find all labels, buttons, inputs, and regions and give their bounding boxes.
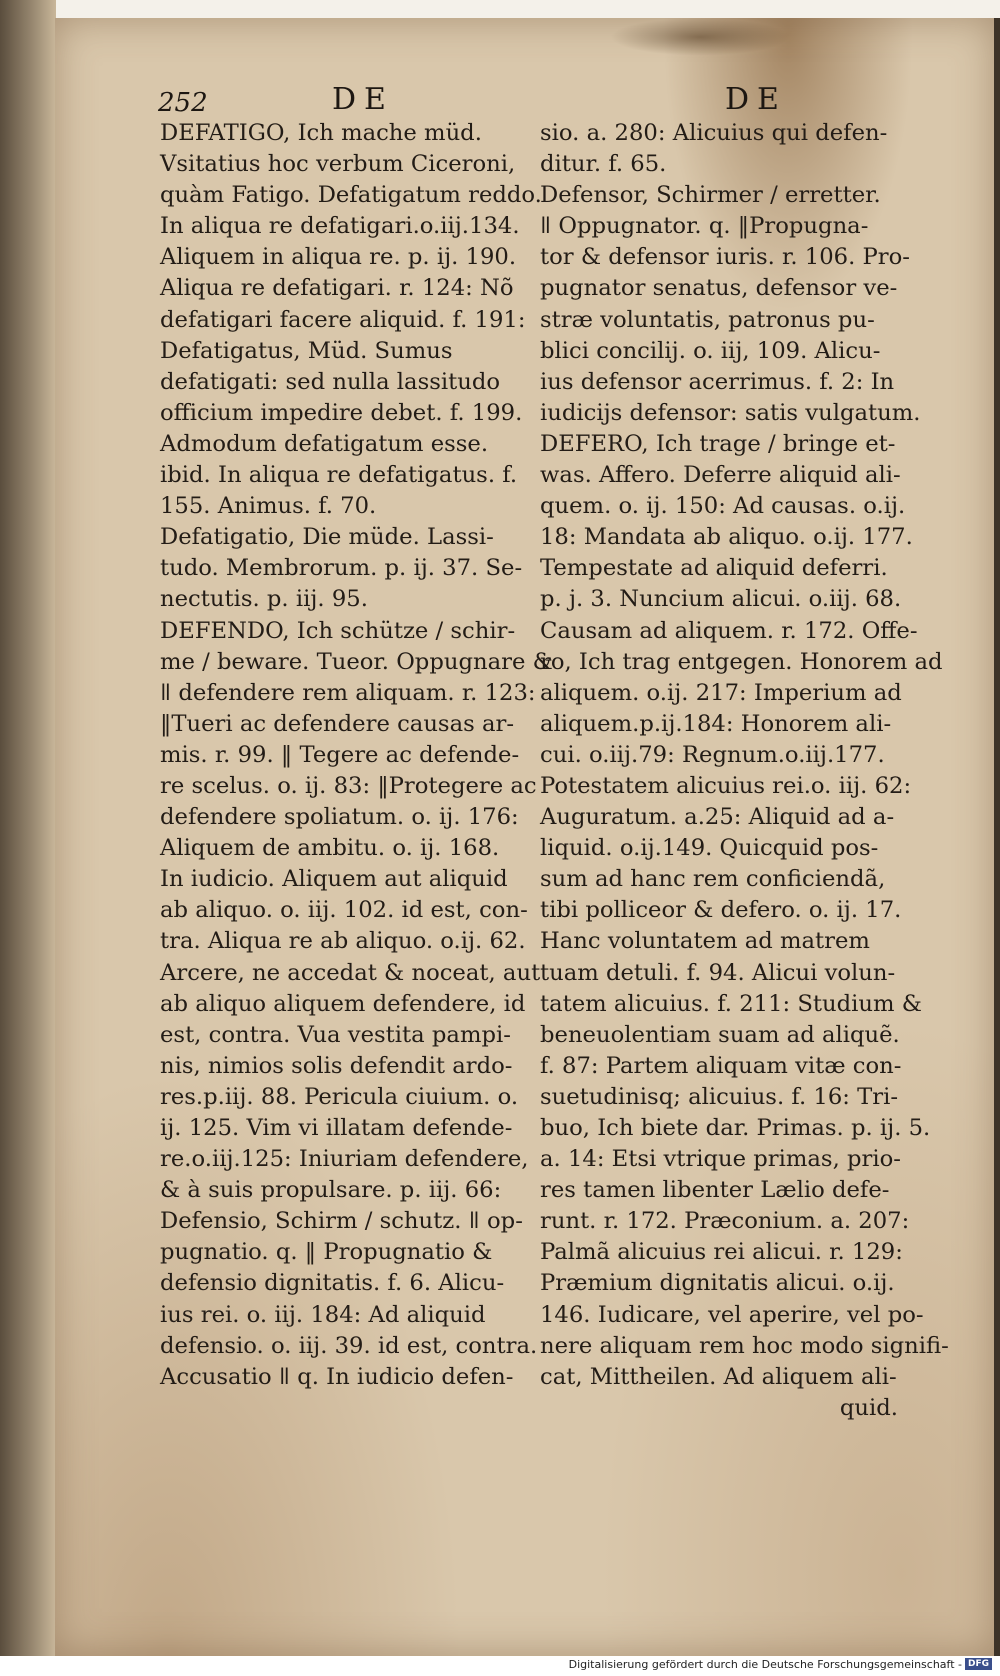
text-line: ab aliquo. o. iij. 102. id est, con- (160, 897, 528, 924)
text-line: Potestatem alicuius rei.o. iij. 62: (540, 772, 912, 799)
text-line: Hanc voluntatem ad matrem (540, 928, 870, 955)
text-line: quem. o. ij. 150: Ad causas. o.ij. (540, 493, 906, 520)
text-line: defensio. o. iij. 39. id est, contra. (160, 1332, 538, 1359)
running-head-right: DE (725, 82, 787, 117)
text-line: DEFATIGO, Ich mache müd. (160, 120, 482, 146)
text-line: was. Affero. Deferre aliquid ali- (540, 462, 901, 489)
text-line: est, contra. Vua vestita pampi- (160, 1021, 511, 1048)
text-line: sum ad hanc rem conficiendã, (540, 866, 886, 893)
text-line: nectutis. p. iij. 95. (160, 586, 368, 613)
text-line: ǁ defendere rem aliquam. r. 123: (160, 679, 536, 706)
text-line: tra. Aliqua re ab aliquo. o.ij. 62. (160, 928, 526, 955)
text-line: runt. r. 172. Præconium. a. 207: (540, 1208, 910, 1235)
page-edge (994, 18, 1000, 1658)
text-line: Causam ad aliquem. r. 172. Offe- (540, 617, 918, 644)
text-line: re.o.iij.125: Iniuriam defendere, (160, 1146, 529, 1173)
text-line: ditur. f. 65. (540, 151, 667, 178)
page-stain (610, 18, 790, 56)
text-line: In iudicio. Aliquem aut aliquid (160, 866, 508, 893)
text-line: sio. a. 280: Alicuius qui defen- (540, 120, 888, 146)
text-line: buo, Ich biete dar. Primas. p. ij. 5. (540, 1115, 931, 1141)
text-line: ibid. In aliqua re defatigatus. f. (160, 462, 518, 489)
text-line: mis. r. 99. ‖ Tegere ac defende- (160, 741, 520, 768)
text-line: res.p.iij. 88. Pericula ciuium. o. (160, 1083, 519, 1110)
text-line: pugnator senatus, defensor ve- (540, 275, 898, 302)
text-line: ro, Ich trag entgegen. Honorem ad (540, 648, 943, 675)
text-line: ius defensor acerrimus. f. 2: In (540, 368, 895, 395)
text-line: tuam detuli. f. 94. Alicui volun- (540, 959, 896, 986)
dfg-logo: DFG (965, 1658, 992, 1670)
digitization-credit: Digitalisierung gefördert durch die Deutsche Forschungsgemeinschaft - (568, 1658, 962, 1671)
text-line: ij. 125. Vim vi illatam defende- (160, 1115, 513, 1141)
text-line: a. 14: Etsi vtrique primas, prio- (540, 1146, 901, 1173)
text-line: quàm Fatigo. Defatigatum reddo. (160, 182, 542, 209)
text-line: me / beware. Tueor. Oppugnare & (160, 648, 553, 675)
text-line: pugnatio. q. ‖ Propugnatio & (160, 1239, 493, 1266)
text-line: Aliquem in aliqua re. p. ij. 190. (160, 244, 517, 271)
text-line: aliquem.p.ij.184: Honorem ali- (540, 710, 892, 737)
text-line: 155. Animus. f. 70. (160, 493, 377, 520)
text-line: Defatigatus, Müd. Sumus (160, 337, 453, 364)
text-line: tudo. Membrorum. p. ij. 37. Se- (160, 555, 523, 582)
text-line: In aliqua re defatigari.o.iij.134. (160, 213, 520, 240)
text-line: Admodum defatigatum esse. (160, 430, 489, 457)
text-line: 18: Mandata ab aliquo. o.ij. 177. (540, 524, 913, 551)
text-line: nis, nimios solis defendit ardo- (160, 1052, 513, 1079)
text-line: 146. Iudicare, vel aperire, vel po- (540, 1301, 924, 1328)
text-line: ǁ Oppugnator. q. ‖Propugna- (540, 213, 869, 240)
text-line: tibi polliceor & defero. o. ij. 17. (540, 897, 902, 924)
text-line: ab aliquo aliquem defendere, id (160, 990, 526, 1017)
text-line: Auguratum. a.25: Aliquid ad a- (540, 804, 895, 831)
text-line: officium impedire debet. f. 199. (160, 399, 523, 426)
book-gutter-shadow (0, 0, 56, 1660)
text-line: re scelus. o. ij. 83: ‖Protegere ac (160, 772, 537, 799)
text-line: cat, Mittheilen. Ad aliquem ali- (540, 1363, 897, 1390)
text-line: Aliqua re defatigari. r. 124: Nõ (160, 275, 514, 302)
text-line: Vsitatius hoc verbum Ciceroni, (160, 151, 516, 178)
text-line: iudicijs defensor: satis vulgatum. (540, 399, 921, 426)
text-line: suetudinisq; alicuius. f. 16: Tri- (540, 1083, 899, 1110)
text-line: liquid. o.ij.149. Quicquid pos- (540, 835, 879, 862)
text-line: f. 87: Partem aliquam vitæ con- (540, 1052, 902, 1079)
text-line: ius rei. o. iij. 184: Ad aliquid (160, 1301, 486, 1328)
text-line: defensio dignitatis. f. 6. Alicu- (160, 1270, 505, 1297)
text-line: tatem alicuius. f. 211: Studium & (540, 990, 922, 1017)
text-line: blici concilij. o. iij, 109. Alicu- (540, 337, 881, 364)
text-line: Defensio, Schirm / schutz. ǁ op- (160, 1208, 523, 1235)
text-line: Arcere, ne accedat & noceat, aut (160, 959, 541, 986)
text-line: DEFERO, Ich trage / bringe et- (540, 430, 896, 457)
text-line: & à suis propulsare. p. iij. 66: (160, 1177, 502, 1204)
text-line: defendere spoliatum. o. ij. 176: (160, 804, 519, 831)
page-number: 252 (158, 88, 208, 118)
text-line: beneuolentiam suam ad aliquẽ. (540, 1021, 900, 1048)
right-column (540, 118, 949, 1424)
text-line: cui. o.iij.79: Regnum.o.iij.177. (540, 741, 885, 768)
text-line: aliquem. o.ij. 217: Imperium ad (540, 679, 902, 706)
text-line: Accusatio ǁ q. In iudicio defen- (160, 1363, 514, 1390)
running-head-left: DE (332, 82, 394, 117)
text-line: DEFENDO, Ich schütze / schir- (160, 617, 516, 644)
text-line: quid. (839, 1394, 898, 1421)
text-line: Aliquem de ambitu. o. ij. 168. (160, 835, 500, 862)
text-line: defatigari facere aliquid. f. 191: (160, 306, 526, 333)
text-line: nere aliquam rem hoc modo signifi- (540, 1332, 949, 1359)
text-line: p. j. 3. Nuncium alicui. o.iij. 68. (540, 586, 902, 613)
text-line: ‖Tueri ac defendere causas ar- (160, 710, 514, 737)
text-line: Defatigatio, Die müde. Lassi- (160, 524, 494, 551)
text-line: Palmã alicuius rei alicui. r. 129: (540, 1239, 903, 1266)
text-line: Præmium dignitatis alicui. o.ij. (540, 1270, 895, 1297)
text-line: res tamen libenter Lælio defe- (540, 1177, 890, 1204)
text-line: defatigati: sed nulla lassitudo (160, 368, 501, 395)
text-line: tor & defensor iuris. r. 106. Pro- (540, 244, 910, 271)
text-line: Defensor, Schirmer / erretter. (540, 182, 881, 209)
text-line: stræ voluntatis, patronus pu- (540, 306, 875, 333)
left-column (160, 118, 553, 1393)
text-line: Tempestate ad aliquid deferri. (540, 555, 888, 582)
